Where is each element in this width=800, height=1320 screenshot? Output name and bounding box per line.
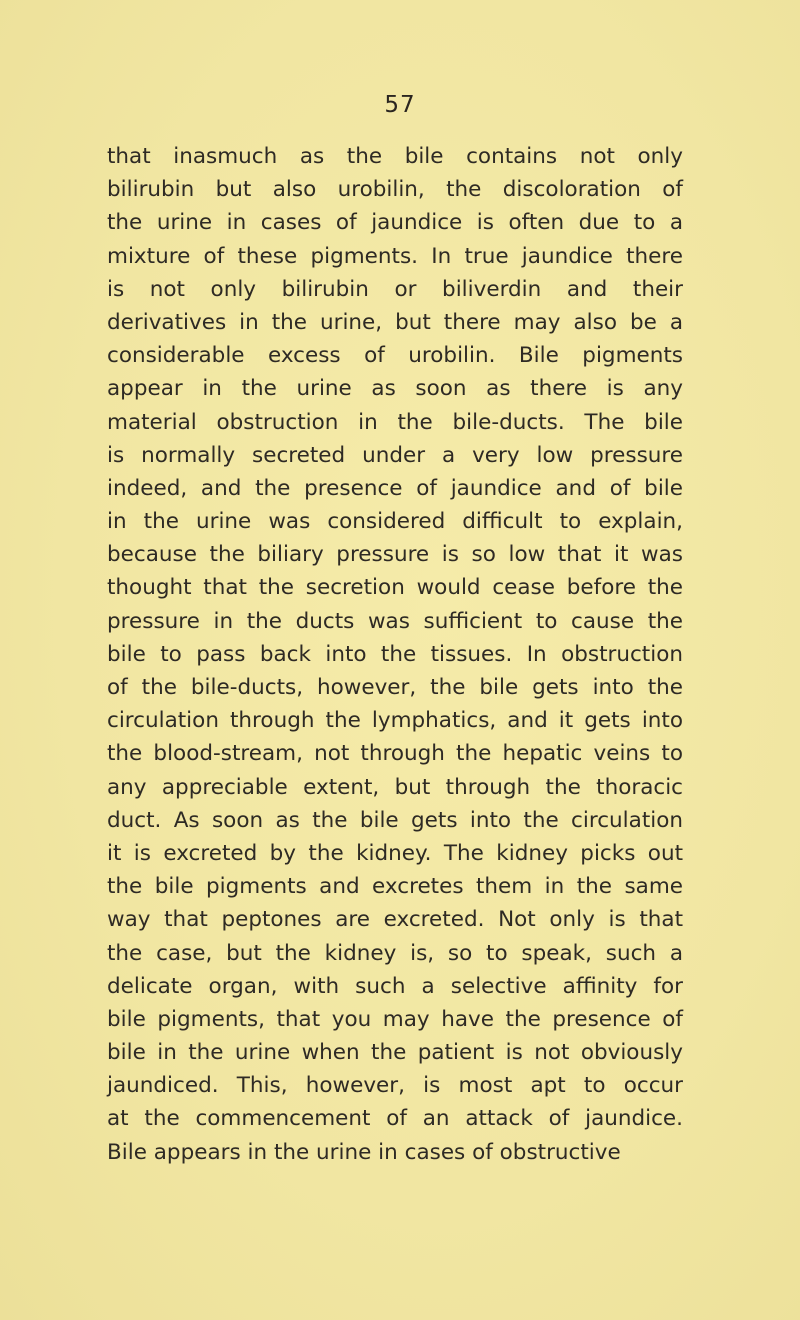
text-line: the case, but the kidney is, so to speak, such a — [107, 940, 683, 966]
text-line: the urine in cases of jaundice is often due to a — [107, 210, 683, 236]
text-line: is normally secreted under a very low pressure — [107, 442, 683, 468]
text-line: indeed, and the presence of jaundice and of bile — [107, 475, 683, 501]
text-line: derivatives in the urine, but there may also be a — [107, 309, 683, 335]
text-line: the bile pigments and excretes them in the same — [107, 874, 683, 900]
text-line: thought that the secretion would cease before the — [107, 575, 683, 601]
text-line: that inasmuch as the bile contains not only — [107, 144, 683, 169]
text-line: is not only bilirubin or biliverdin and their — [107, 276, 683, 302]
text-line: material obstruction in the bile-ducts. The bile — [107, 409, 683, 435]
text-line: way that peptones are excreted. Not only is that — [107, 907, 683, 933]
text-line: bile in the urine when the patient is not obviously — [107, 1040, 683, 1066]
text-line: pressure in the ducts was sufficient to cause the — [107, 608, 683, 634]
text-line: Bile appears in the urine in cases of obstructive — [107, 1139, 621, 1165]
text-line: any appreciable extent, but through the thoracic — [107, 774, 683, 800]
text-line: at the commencement of an attack of jaundice. — [107, 1106, 683, 1132]
text-line: considerable excess of urobilin. Bile pigments — [107, 343, 683, 369]
text-line: delicate organ, with such a selective affinity for — [107, 973, 683, 999]
text-line: jaundiced. This, however, is most apt to occur — [107, 1073, 683, 1099]
page-number: 57 — [384, 92, 416, 118]
text-line: bile to pass back into the tissues. In obstruction — [107, 641, 683, 667]
text-line: it is excreted by the kidney. The kidney picks out — [107, 840, 683, 866]
text-line: the blood-stream, not through the hepatic veins to — [107, 741, 683, 767]
text-line: duct. As soon as the bile gets into the circulation — [107, 807, 683, 833]
text-line: bile pigments, that you may have the presence of — [107, 1006, 683, 1032]
text-line: of the bile-ducts, however, the bile gets into the — [107, 675, 683, 700]
text-line: circulation through the lymphatics, and it gets into — [107, 708, 683, 734]
text-line: in the urine was considered difficult to explain, — [107, 509, 683, 535]
text-line: because the biliary pressure is so low that it was — [107, 542, 683, 568]
text-line: mixture of these pigments. In true jaundice there — [107, 243, 683, 269]
text-line: appear in the urine as soon as there is any — [107, 376, 683, 402]
body-text — [107, 140, 683, 1169]
text-line: bilirubin but also urobilin, the discoloration of — [107, 177, 683, 203]
